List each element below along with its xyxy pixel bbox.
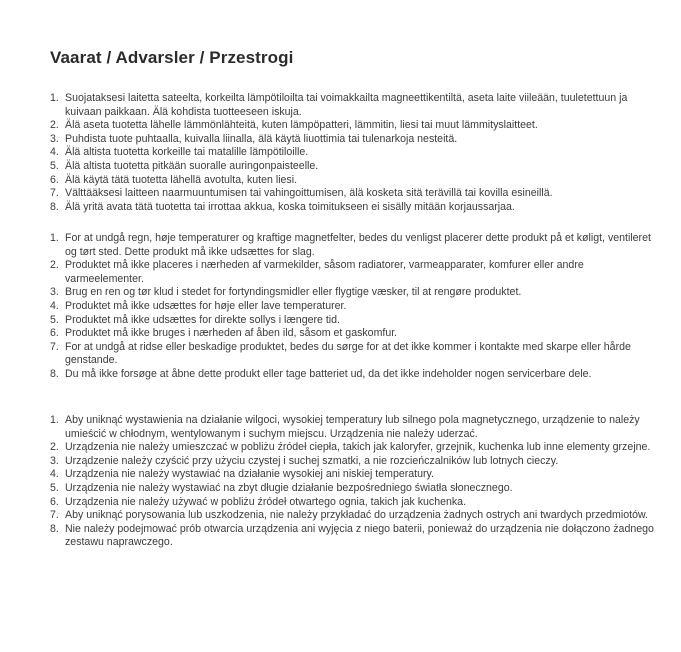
- list-item: 1. Aby uniknąć wystawienia na działanie wilgoci, wysokiej temperatury lub silnego pola magnetycznego, urządzenie to należy umieścić w chłodnym, wentylowanym i suchym miejscu. Urządzenia nie należy uderzać.: [50, 414, 640, 440]
- list-item: 7. Aby uniknąć porysowania lub uszkodzenia, nie należy przykładać do urządzenia żadnych ostrych ani twardych przedmiotów.: [50, 509, 648, 522]
- list-item: 4. Urządzenia nie należy wystawiać na działanie wysokiej ani niskiej temperatury.: [50, 468, 434, 481]
- page-title: Vaarat / Advarsler / Przestrogi: [50, 48, 294, 67]
- polish-warnings-list: [50, 414, 665, 550]
- list-item: 6. Produktet må ikke bruges i nærheden af åben ild, såsom et gaskomfur.: [50, 327, 398, 340]
- list-item: 4. Älä altista tuotetta korkeille tai matalille lämpötiloille.: [50, 146, 309, 159]
- list-item: 6. Älä käytä tätä tuotetta lähellä avotulta, kuten liesi.: [50, 173, 298, 186]
- list-item: 2. Produktet må ikke placeres i nærheden af varmekilder, såsom radiatorer, varmeapparater, komfurer eller andre varmeelementer.: [50, 259, 584, 285]
- list-item: 8. Nie należy podejmować prób otwarcia urządzenia ani wyjęcia z niego baterii, ponieważ do urządzenia nie dołączono żadnego zestawu naprawczego.: [50, 522, 654, 549]
- list-item: 7. For at undgå at ridse eller beskadige produktet, bedes du sørge for at det ikke kommer i kontakte med skarpe eller hårde genstande.: [50, 340, 631, 367]
- list-item: 5. Urządzenia nie należy wystawiać na zbyt długie działanie bezpośredniego światła słonecznego.: [50, 481, 513, 494]
- list-item: 8. Du må ikke forsøge at åbne dette produkt eller tage batteriet ud, da det ikke indeholder nogen servicerbare dele.: [50, 367, 592, 380]
- list-item: 7. Välttääksesi laitteen naarmuuntumisen tai vahingoittumisen, älä kosketa sitä terävillä tai kovilla esineillä.: [50, 187, 553, 200]
- finnish-warnings-list: [50, 92, 665, 214]
- danish-warnings-list: [50, 232, 665, 382]
- list-item: 2. Urządzenia nie należy umieszczać w pobliżu źródeł ciepła, takich jak kaloryfer, grzejnik, kuchenka lub inne elementy grzejne.: [50, 441, 651, 454]
- list-item: 3. Brug en ren og tør klud i stedet for fortyndingsmidler eller flygtige væsker, til at rengøre produktet.: [50, 286, 522, 299]
- list-item: 3. Puhdista tuote puhtaalla, kuivalla liinalla, älä käytä liuottimia tai tulenarkoja nesteitä.: [50, 132, 458, 145]
- list-item: 5. Älä altista tuotetta pitkään suoralle auringonpaisteelle.: [50, 159, 319, 172]
- list-item: 8. Älä yritä avata tätä tuotetta tai irrottaa akkua, koska toimitukseen ei sisälly mitään korjaussarjaa.: [50, 200, 515, 213]
- list-item: 4. Produktet må ikke udsættes for høje eller lave temperaturer.: [50, 299, 347, 312]
- list-item: 6. Urządzenia nie należy używać w pobliżu źródeł otwartego ognia, takich jak kuchenka.: [50, 495, 467, 508]
- list-item: 5. Produktet må ikke udsættes for direkte sollys i længere tid.: [50, 313, 340, 326]
- list-item: 1. For at undgå regn, høje temperaturer og kraftige magnetfelter, bedes du venligst placerer dette produkt på et køligt, ventileret og tørt sted. Dette produkt må ikke udsættes for slag.: [50, 232, 651, 258]
- list-item: 1. Suojataksesi laitetta sateelta, korkeilta lämpötiloilta tai voimakkailta magneettikentiltä, aseta laite viileään, tuuletettuun ja kuivaan paikkaan. Älä kohdista tuotteeseen iskuja.: [50, 92, 628, 118]
- list-item: 2. Älä aseta tuotetta lähelle lämmönlähteitä, kuten lämpöpatteri, lämmitin, liesi tai muut lämmityslaitteet.: [50, 119, 538, 132]
- list-item: 3. Urządzenie należy czyścić przy użyciu czystej i suchej szmatki, a nie rozcieńczalników lub lotnych cieczy.: [50, 454, 559, 467]
